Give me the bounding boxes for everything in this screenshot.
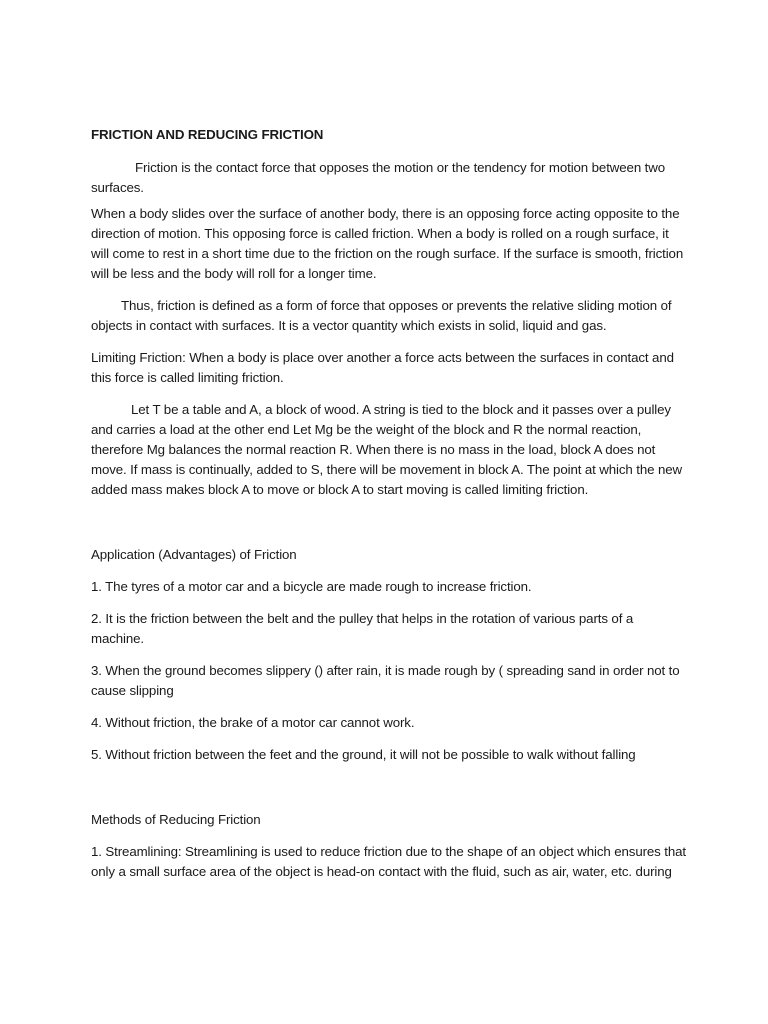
document-page <box>91 125 687 882</box>
methods-heading: Methods of Reducing Friction <box>91 812 261 827</box>
application-item: 2. It is the friction between the belt and the pulley that helps in the rotation of various parts of a machine. <box>91 611 634 646</box>
applications-heading: Application (Advantages) of Friction <box>91 547 297 562</box>
intro-definition: Friction is the contact force that opposes the motion or the tendency for motion between two surfaces. <box>91 160 665 195</box>
method-item: 1. Streamlining: Streamlining is used to reduce friction due to the shape of an object which ensures that only a small surface area of the object is head-on contact with the fluid, such as air, water, etc. during <box>91 844 686 879</box>
paragraph-table-block: Let T be a table and A, a block of wood. A string is tied to the block and it passes over a pulley and carries a load at the other end Let Mg be the weight of the block and R the normal reaction, therefore Mg balances the normal reaction R. When there is no mass in the load, block A does not move. If mass is continually, added to S, there will be movement in block A. The point at which the new added mass makes block A to move or block A to start moving is called limiting friction. <box>91 402 682 497</box>
application-item: 3. When the ground becomes slippery () after rain, it is made rough by ( spreading sand in order not to cause slipping <box>91 663 680 698</box>
paragraph-thus: Thus, friction is defined as a form of force that opposes or prevents the relative sliding motion of objects in contact with surfaces. It is a vector quantity which exists in solid, liquid and gas. <box>91 298 672 333</box>
paragraph-limiting-friction: Limiting Friction: When a body is place over another a force acts between the surfaces in contact and this force is called limiting friction. <box>91 350 674 385</box>
document-title: FRICTION AND REDUCING FRICTION <box>91 127 324 142</box>
application-item: 5. Without friction between the feet and the ground, it will not be possible to walk without falling <box>91 747 636 762</box>
application-item: 1. The tyres of a motor car and a bicycle are made rough to increase friction. <box>91 579 532 594</box>
paragraph-slides: When a body slides over the surface of another body, there is an opposing force acting opposite to the direction of motion. This opposing force is called friction. When a body is rolled on a rough surface, it will come to rest in a short time due to the friction on the rough surface. If the surface is smooth, friction will be less and the body will roll for a longer time. <box>91 206 684 281</box>
application-item: 4. Without friction, the brake of a motor car cannot work. <box>91 715 415 730</box>
